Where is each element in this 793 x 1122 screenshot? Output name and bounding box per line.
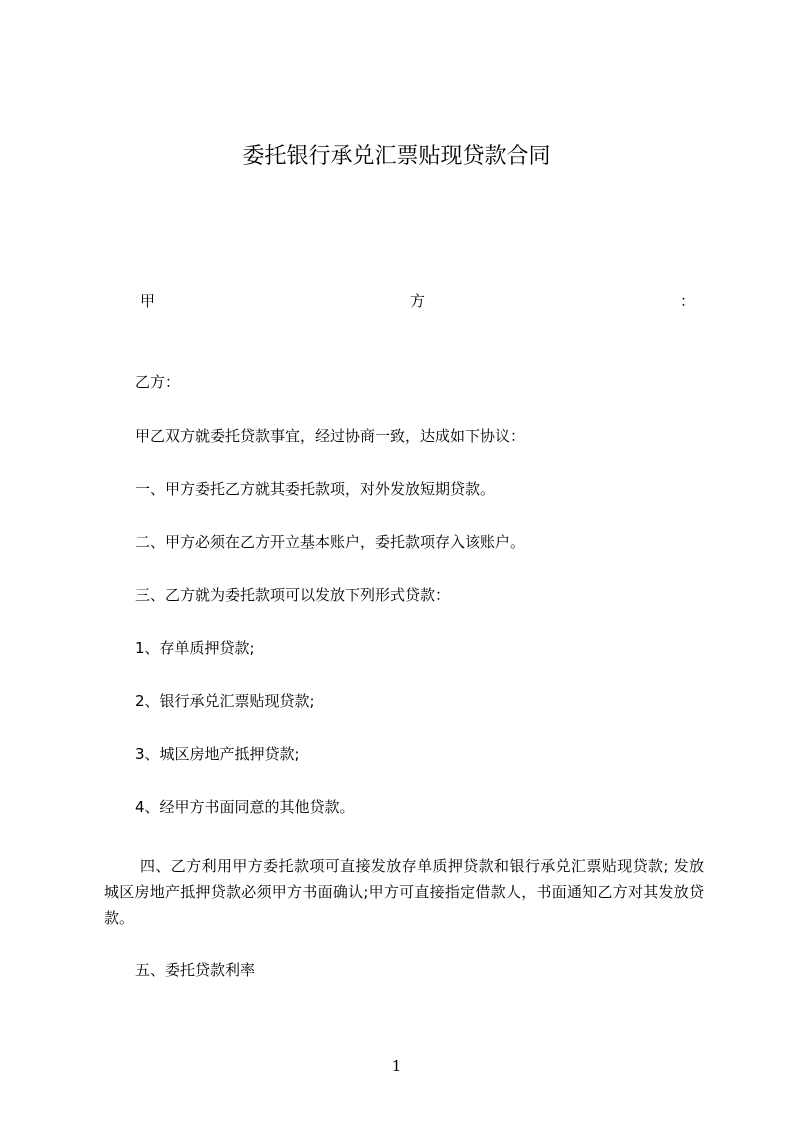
clause-5: 五、委托贷款利率 [135,961,256,979]
loan-type-item: 3、城区房地产抵押贷款; [135,745,300,763]
loan-type-item: 2、银行承兑汇票贴现贷款; [135,692,315,710]
document-title: 委托银行承兑汇票贴现贷款合同 [242,144,551,169]
clause-4: 四、乙方利用甲方委托款项可直接发放存单质押贷款和银行承兑汇票贴现贷款; 发放城区房地产抵押贷款必须甲方书面确认;甲方可直接指定借款人，书面通知乙方对其发放贷款。 [104,857,704,927]
loan-type-item: 4、经甲方书面同意的其他贷款。 [135,798,355,816]
party-a-label-1: 甲 [140,292,156,310]
party-a-line [140,291,695,311]
party-a-label-2: 方 [409,292,425,310]
party-a-colon: ： [679,292,695,310]
party-b-line: 乙方： [135,373,181,391]
loan-type-item: 1、存单质押贷款; [135,639,255,657]
page-number: 1 [391,1057,402,1075]
clause-2: 二、甲方必须在乙方开立基本账户，委托款项存入该账户。 [135,533,526,551]
clause-1: 一、甲方委托乙方就其委托款项，对外发放短期贷款。 [135,480,496,498]
intro-paragraph: 甲乙双方就委托贷款事宜，经过协商一致，达成如下协议： [135,427,526,445]
clause-3: 三、乙方就为委托款项可以发放下列形式贷款： [135,586,451,604]
